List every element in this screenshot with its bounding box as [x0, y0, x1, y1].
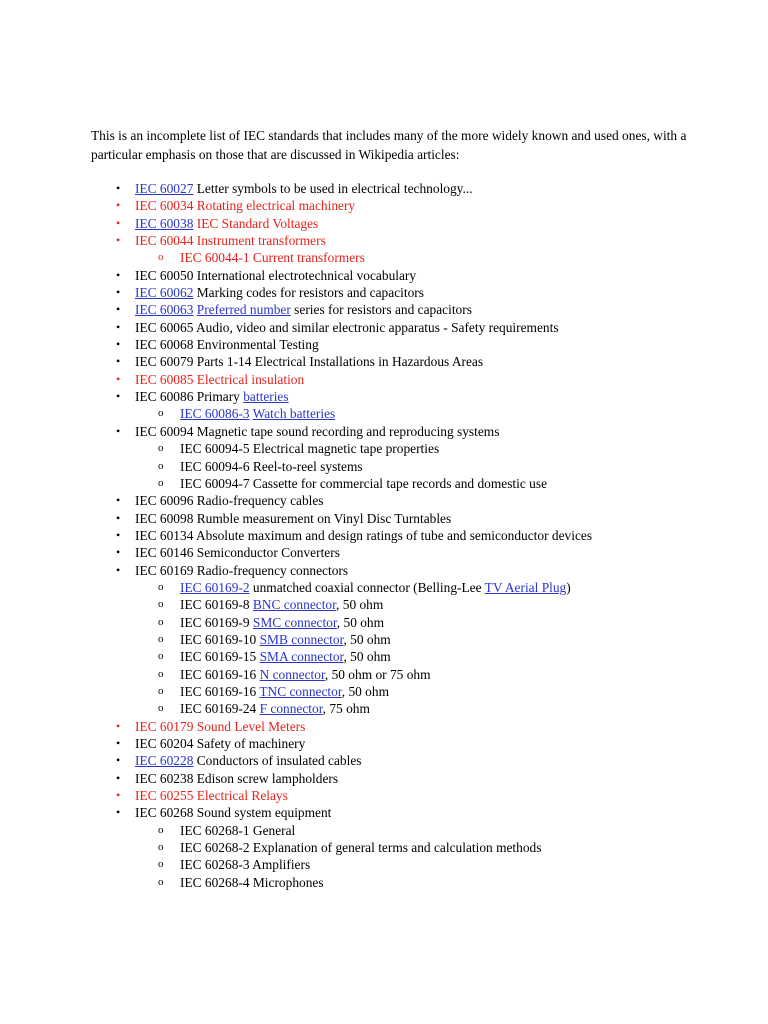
sub-bullet-marker: o [158, 684, 164, 697]
list-item [91, 492, 761, 509]
list-item [91, 319, 761, 336]
list-item [91, 215, 761, 232]
sub-list-item [91, 666, 761, 683]
item-text: , 50 ohm [343, 649, 391, 665]
item-text: , 50 ohm [336, 597, 384, 613]
item-text: IEC 60169-8 [180, 597, 253, 613]
list-item [91, 562, 761, 579]
sub-bullet-marker: o [158, 823, 164, 836]
sub-bullet-marker: o [158, 407, 164, 420]
bullet-marker: • [116, 718, 121, 733]
sub-bullet-marker: o [158, 650, 164, 663]
list-item [91, 544, 761, 561]
list-item [91, 423, 761, 440]
sub-list-item [91, 648, 761, 665]
item-text: IEC Standard Voltages [193, 215, 319, 231]
wiki-link[interactable]: Preferred number [196, 302, 291, 318]
bullet-marker: • [116, 510, 121, 525]
item-text: Letter symbols to be used in electrical technology... [193, 181, 473, 196]
wiki-link[interactable]: SMB connector [259, 631, 344, 647]
sub-bullet-marker: o [158, 702, 164, 715]
sub-list-item [91, 683, 761, 700]
wiki-link[interactable]: SMA connector [259, 649, 344, 665]
item-text: ) [566, 579, 571, 595]
bullet-marker: • [116, 805, 121, 820]
sub-bullet-marker: o [158, 875, 164, 888]
item-text: , 75 ohm [322, 701, 370, 717]
list-item [91, 267, 761, 284]
item-text: IEC 60268 Sound system equipment [135, 805, 332, 821]
item-text: IEC 60068 Environmental Testing [135, 337, 319, 353]
list-item [91, 232, 761, 249]
item-text: IEC 60238 Edison screw lampholders [135, 770, 339, 786]
item-text: IEC 60096 Radio-frequency cables [135, 493, 324, 509]
item-text: IEC 60268-3 Amplifiers [180, 857, 311, 873]
sub-list-item [91, 700, 761, 717]
list-item [91, 752, 761, 769]
item-text: IEC 60169-15 [180, 649, 260, 665]
item-text: IEC 60085 Electrical insulation [135, 371, 305, 387]
wiki-link[interactable]: batteries [243, 389, 289, 405]
bullet-marker: • [116, 233, 121, 248]
sub-list-item [91, 440, 761, 457]
bullet-marker: • [116, 337, 121, 352]
item-text: IEC 60094-6 Reel-to-reel systems [180, 458, 363, 474]
wiki-link[interactable]: TNC connector [259, 683, 342, 699]
sub-list-item [91, 249, 761, 266]
item-text: IEC 60169-10 [180, 631, 260, 647]
item-text: IEC 60169 Radio-frequency connectors [135, 562, 349, 578]
item-text: , 50 ohm [336, 614, 385, 630]
bullet-marker: • [116, 562, 121, 577]
item-text: IEC 60268-1 General [180, 822, 296, 838]
sub-list-item [91, 874, 761, 891]
bullet-marker: • [116, 354, 121, 369]
sub-bullet-marker: o [158, 667, 164, 680]
item-text: IEC 60169-16 [180, 683, 260, 699]
item-text: IEC 60098 Rumble measurement on Vinyl Disc Turntables [135, 510, 452, 526]
sub-list-item [91, 596, 761, 613]
list-item [91, 510, 761, 527]
item-text: IEC 60169-16 [180, 666, 260, 682]
item-text: IEC 60050 International electrotechnical vocabulary [135, 267, 417, 283]
item-text: IEC 60044 Instrument transformers [135, 233, 326, 249]
item-text: IEC 60086 Primary [135, 389, 244, 405]
list-item [91, 353, 761, 370]
wiki-link[interactable]: IEC 60063 [135, 302, 194, 318]
item-text: IEC 60094 Magnetic tape sound recording and reproducing systems [135, 423, 500, 439]
sub-bullet-marker: o [158, 442, 164, 455]
wiki-link[interactable]: F connector [259, 701, 323, 717]
list-item [91, 371, 761, 388]
item-text: , 50 ohm or 75 ohm [324, 666, 431, 682]
item-text: Conductors of insulated cables [193, 753, 362, 769]
item-text: IEC 60179 Sound Level Meters [135, 718, 306, 734]
sub-list-item [91, 631, 761, 648]
list-item [91, 735, 761, 752]
wiki-link[interactable]: SMC connector [252, 614, 337, 630]
wiki-link[interactable]: N connector [259, 666, 325, 682]
item-text: IEC 60094-7 Cassette for commercial tape records and domestic use [180, 475, 548, 491]
bullet-marker: • [116, 285, 121, 300]
bullet-marker: • [116, 319, 121, 334]
list-item [91, 180, 761, 197]
wiki-link[interactable]: Watch batteries [252, 406, 336, 422]
item-text: IEC 60169-24 [180, 701, 260, 717]
bullet-marker: • [116, 527, 121, 542]
sub-list-item [91, 458, 761, 475]
list-item [91, 284, 761, 301]
item-text: IEC 60079 Parts 1-14 Electrical Installations in Hazardous Areas [135, 354, 484, 370]
item-text: IEC 60065 Audio, video and similar electronic apparatus - Safety requirements [135, 319, 559, 335]
sub-bullet-marker: o [158, 841, 164, 854]
bullet-marker: • [116, 753, 121, 768]
sub-list-item [91, 839, 761, 856]
list-item [91, 527, 761, 544]
list-item [91, 336, 761, 353]
bullet-marker: • [116, 215, 121, 230]
list-item [91, 787, 761, 804]
bullet-marker: • [116, 389, 121, 404]
item-text: IEC 60169-9 [180, 614, 253, 630]
sub-list-item [91, 614, 761, 631]
sub-list-item [91, 405, 761, 422]
list-item [91, 388, 761, 405]
sub-bullet-marker: o [158, 615, 164, 628]
list-item [91, 770, 761, 787]
item-text: IEC 60134 Absolute maximum and design ratings of tube and semiconductor devices [135, 527, 593, 543]
item-text: IEC 60094-5 Electrical magnetic tape properties [180, 441, 440, 457]
bullet-marker: • [116, 545, 121, 560]
wiki-link[interactable]: TV Aerial Plug [484, 579, 567, 595]
wiki-link[interactable]: IEC 60228 [135, 753, 194, 769]
bullet-marker: • [116, 267, 121, 282]
item-text: IEC 60255 Electrical Relays [135, 788, 288, 804]
list-item [91, 197, 761, 214]
wiki-link[interactable]: IEC 60038 [135, 215, 194, 231]
bullet-marker: • [116, 770, 121, 785]
sub-list-item [91, 822, 761, 839]
sub-list-item [91, 856, 761, 873]
sub-bullet-marker: o [158, 580, 164, 593]
list-item [91, 301, 761, 318]
item-text: unmatched coaxial connector (Belling-Lee [249, 579, 485, 595]
wiki-link[interactable]: IEC 60169-2 [180, 579, 250, 595]
sub-bullet-marker: o [158, 632, 164, 645]
item-text: IEC 60034 Rotating electrical machinery [135, 198, 356, 214]
wiki-link[interactable]: IEC 60086-3 [180, 406, 250, 422]
item-text: IEC 60146 Semiconductor Converters [135, 545, 340, 561]
item-text: Marking codes for resistors and capacitors [193, 285, 424, 301]
item-text: , 50 ohm [343, 631, 391, 647]
intro-paragraph: This is an incomplete list of IEC standards that includes many of the more widely known and used ones, with a particular emphasis on those that are discussed in Wikipedia articles: [91, 128, 687, 162]
item-text: , 50 ohm [341, 683, 389, 699]
item-text: IEC 60268-2 Explanation of general terms and calculation methods [180, 840, 542, 856]
bullet-marker: • [116, 198, 121, 213]
bullet-marker: • [116, 181, 121, 195]
iec-standards-list [91, 180, 761, 891]
item-text: IEC 60268-4 Microphones [180, 874, 324, 890]
sub-bullet-marker: o [158, 858, 164, 871]
list-item [91, 804, 761, 821]
sub-bullet-marker: o [158, 598, 164, 611]
bullet-marker: • [116, 423, 121, 438]
bullet-marker: • [116, 493, 121, 508]
bullet-marker: • [116, 788, 121, 803]
wiki-link[interactable]: IEC 60062 [135, 285, 194, 301]
item-text: IEC 60044-1 Current transformers [180, 250, 365, 266]
bullet-marker: • [116, 736, 121, 750]
bullet-marker: • [116, 371, 121, 386]
sub-bullet-marker: o [158, 251, 164, 264]
wiki-link[interactable]: IEC 60027 [135, 181, 194, 196]
list-item [91, 718, 761, 735]
item-text: series for resistors and capacitors [290, 302, 472, 318]
sub-list-item [91, 579, 761, 596]
wiki-link[interactable]: BNC connector [252, 597, 337, 613]
item-text: IEC 60204 Safety of machinery [135, 736, 306, 751]
sub-bullet-marker: o [158, 459, 164, 472]
bullet-marker: • [116, 302, 121, 317]
sub-bullet-marker: o [158, 476, 164, 489]
sub-list-item [91, 475, 761, 492]
